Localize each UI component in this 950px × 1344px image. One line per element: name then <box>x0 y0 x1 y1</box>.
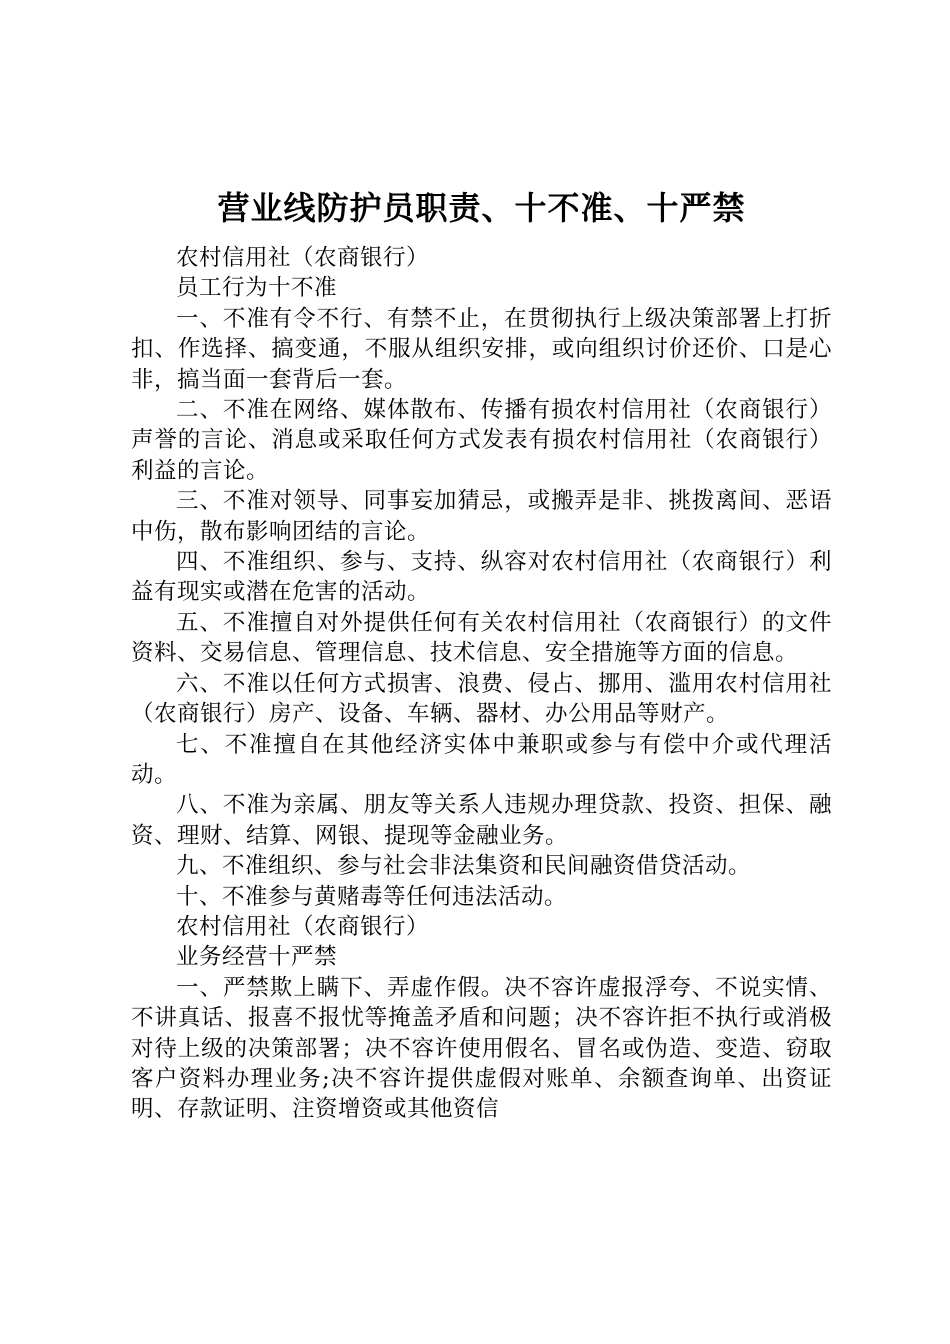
paragraph-rule-9: 九、不准组织、参与社会非法集资和民间融资借贷活动。 <box>176 853 752 880</box>
paragraph-org-heading-1: 农村信用社（农商银行） <box>176 245 430 271</box>
paragraph-rule-4: 四、不准组织、参与、支持、纵容对农村信用社（农商银行）利益有现实或潜在危害的活动。 <box>131 549 832 606</box>
paragraph-section-heading-2: 业务经营十严禁 <box>176 944 338 971</box>
paragraph-rule-3: 三、不准对领导、同事妄加猜忌，或搬弄是非、挑拨离间、恶语中伤，散布影响团结的言论。 <box>131 488 832 545</box>
document-title: 营业线防护员职责、十不准、十严禁 <box>217 189 746 227</box>
paragraph-rule-6: 六、不准以任何方式损害、浪费、侵占、挪用、滥用农村信用社（农商银行）房产、设备、车辆、器材、办公用品等财产。 <box>131 670 832 728</box>
paragraph-rule-7: 七、不准擅自在其他经济实体中兼职或参与有偿中介或代理活动。 <box>131 731 832 788</box>
paragraph-rule-10: 十、不准参与黄赌毒等任何违法活动。 <box>176 883 568 910</box>
paragraph-prohibition-1: 一、严禁欺上瞒下、弄虚作假。决不容许虚报浮夸、不说实情、不讲真话、报喜不报忧等掩盖矛盾和问题；决不容许拒不执行或消极对待上级的决策部署；决不容许使用假名、冒名或伪造、变造、窃取客户资料办理业务;决不容许提供虚假对账单、余额查询单、出资证明、存款证明、注资增资或其他资信 <box>131 974 832 1123</box>
paragraph-rule-8: 八、不准为亲属、朋友等关系人违规办理贷款、投资、担保、融资、理财、结算、网银、提现等金融业务。 <box>131 792 832 849</box>
paragraph-section-heading-1: 员工行为十不准 <box>176 275 338 302</box>
paragraph-rule-5: 五、不准擅自对外提供任何有关农村信用社（农商银行）的文件资料、交易信息、管理信息、技术信息、安全措施等方面的信息。 <box>131 609 832 667</box>
paragraph-org-heading-2: 农村信用社（农商银行） <box>176 913 430 940</box>
paragraph-rule-2: 二、不准在网络、媒体散布、传播有损农村信用社（农商银行）声誉的言论、消息或采取任何方式发表有损农村信用社（农商银行）利益的言论。 <box>131 397 832 484</box>
paragraph-rule-1: 一、不准有令不行、有禁不止，在贯彻执行上级决策部署上打折扣、作选择、搞变通，不服从组织安排，或向组织讨价还价、口是心非，搞当面一套背后一套。 <box>131 305 832 393</box>
